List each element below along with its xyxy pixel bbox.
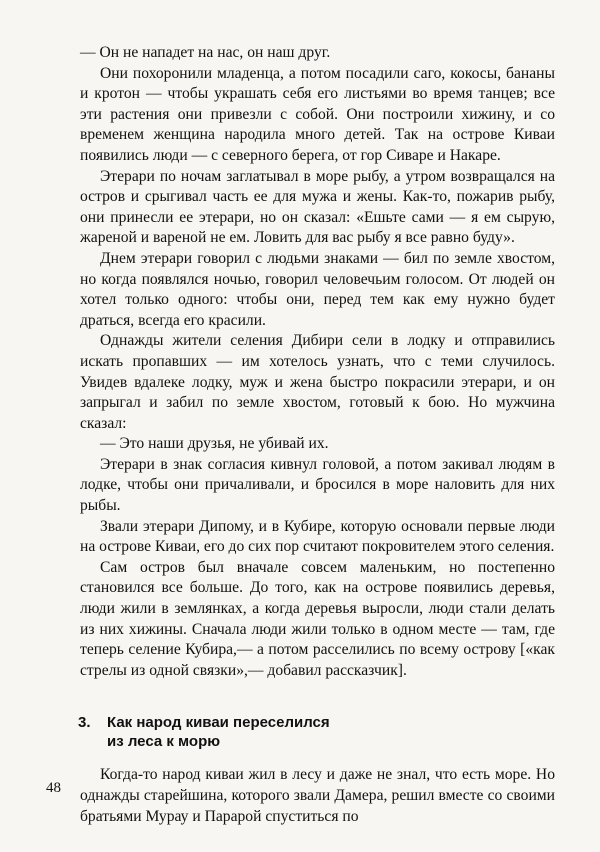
section-title-line-1: Как народ киваи переселился <box>107 714 330 732</box>
dialogue-line: — Это наши друзья, не убивай их. <box>100 435 329 453</box>
paragraph: Этерари в знак согласия кивнул головой, а потом закивал людям в лодке, чтобы они причаливали, и бросился в море наловить для них рыбы. <box>80 455 555 515</box>
paragraph: Однажды жители селения Дибири сели в лодку и отправились искать пропавших — им хотелось узнать, что с теми случилось. Увидев вдалеке лодку, муж и жена быстро покрасили этерари, и он запрыгал и забил по земле хвостом, готовый к бою. Но мужчина сказал: <box>80 332 555 432</box>
body-text-top <box>80 43 555 681</box>
paragraph: Сам остров был вначале совсем маленьким, но постепенно становился все больше. До того, как на острове появились деревья, люди жили в землянках, а когда деревья выросли, люди стали делать из них хижины. Сначала люди жили только в одном месте — там, где теперь селение Кубира,— а потом расселились по всему острову [«как стрелы из одной связки»,— добавил рассказчик]. <box>80 558 555 679</box>
paragraph: Этерари по ночам заглатывал в море рыбу, а утром возвращался на остров и срыгивал часть ее для мужа и жены. Как-то, пожарив рыбу, они принесли ее этерари, но он сказал: «Ешьте сами — я ем сырую, жареной и вареной не ем. Ловить для вас рыбу я все равно буду». <box>80 167 555 247</box>
section-heading <box>80 713 555 751</box>
paragraph: Они похоронили младенца, а потом посадили саго, кокосы, бананы и кротон — чтобы украшать себя его листьями во время танцев; все эти растения они привезли с собой. Они построили хижину, и со временем женщина народила много детей. Так на острове Киваи появились люди — с северного берега, от гор Сиваре и Накаре. <box>80 64 555 164</box>
dialogue-line: — Он не нападет на нас, он наш друг. <box>80 44 331 61</box>
paragraph: Когда-то народ киваи жил в лесу и даже не знал, что есть море. Но однажды старейшина, которого звали Дамера, решил вместе со своими братьями Мурау и Парарой спуститься по <box>80 766 555 825</box>
section-title-line-2: из леса к морю <box>107 733 221 751</box>
paragraph: Звали этерари Дипому, и в Кубире, которую основали первые люди на острове Киваи, его до сих пор считают покровителем этого селения. <box>80 517 555 556</box>
page-number: 48 <box>46 780 61 796</box>
section-number: 3. <box>78 714 91 732</box>
paragraph: Днем этерари говорил с людьми знаками — бил по земле хвостом, но когда появлялся ночью, говорил человечьим голосом. От людей он хотел только одного: чтобы они, перед тем как ему нужно будет драться, всегда его красили. <box>80 249 555 329</box>
body-text-bottom <box>80 765 555 827</box>
